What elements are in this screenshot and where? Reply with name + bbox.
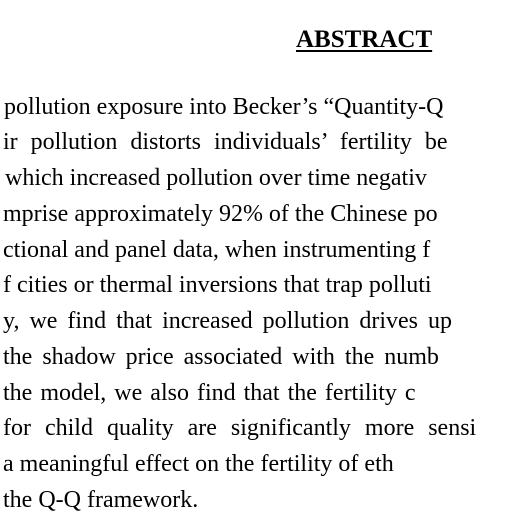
abstract-line: mprise approximately 92% of the Chinese po [3, 201, 438, 227]
abstract-line: the Q-Q framework. [3, 487, 199, 513]
abstract-line: ir pollution distorts individuals’ fertility be [3, 129, 448, 155]
abstract-line: the model, we also find that the fertility c [3, 380, 416, 406]
abstract-line: pollution exposure into Becker’s “Quantity-Q [4, 94, 444, 120]
abstract-heading: ABSTRACT [296, 26, 433, 53]
abstract-line: y, we find that increased pollution drives up [3, 308, 453, 334]
abstract-line: which increased pollution over time negativ [5, 165, 427, 191]
abstract-line: for child quality are significantly more sensi [3, 415, 477, 441]
abstract-line: a meaningful effect on the fertility of eth [3, 451, 394, 477]
abstract-line: the shadow price associated with the numb [3, 344, 439, 370]
abstract-line: f cities or thermal inversions that trap polluti [3, 272, 432, 298]
abstract-line: ctional and panel data, when instrumenting f [3, 237, 431, 263]
